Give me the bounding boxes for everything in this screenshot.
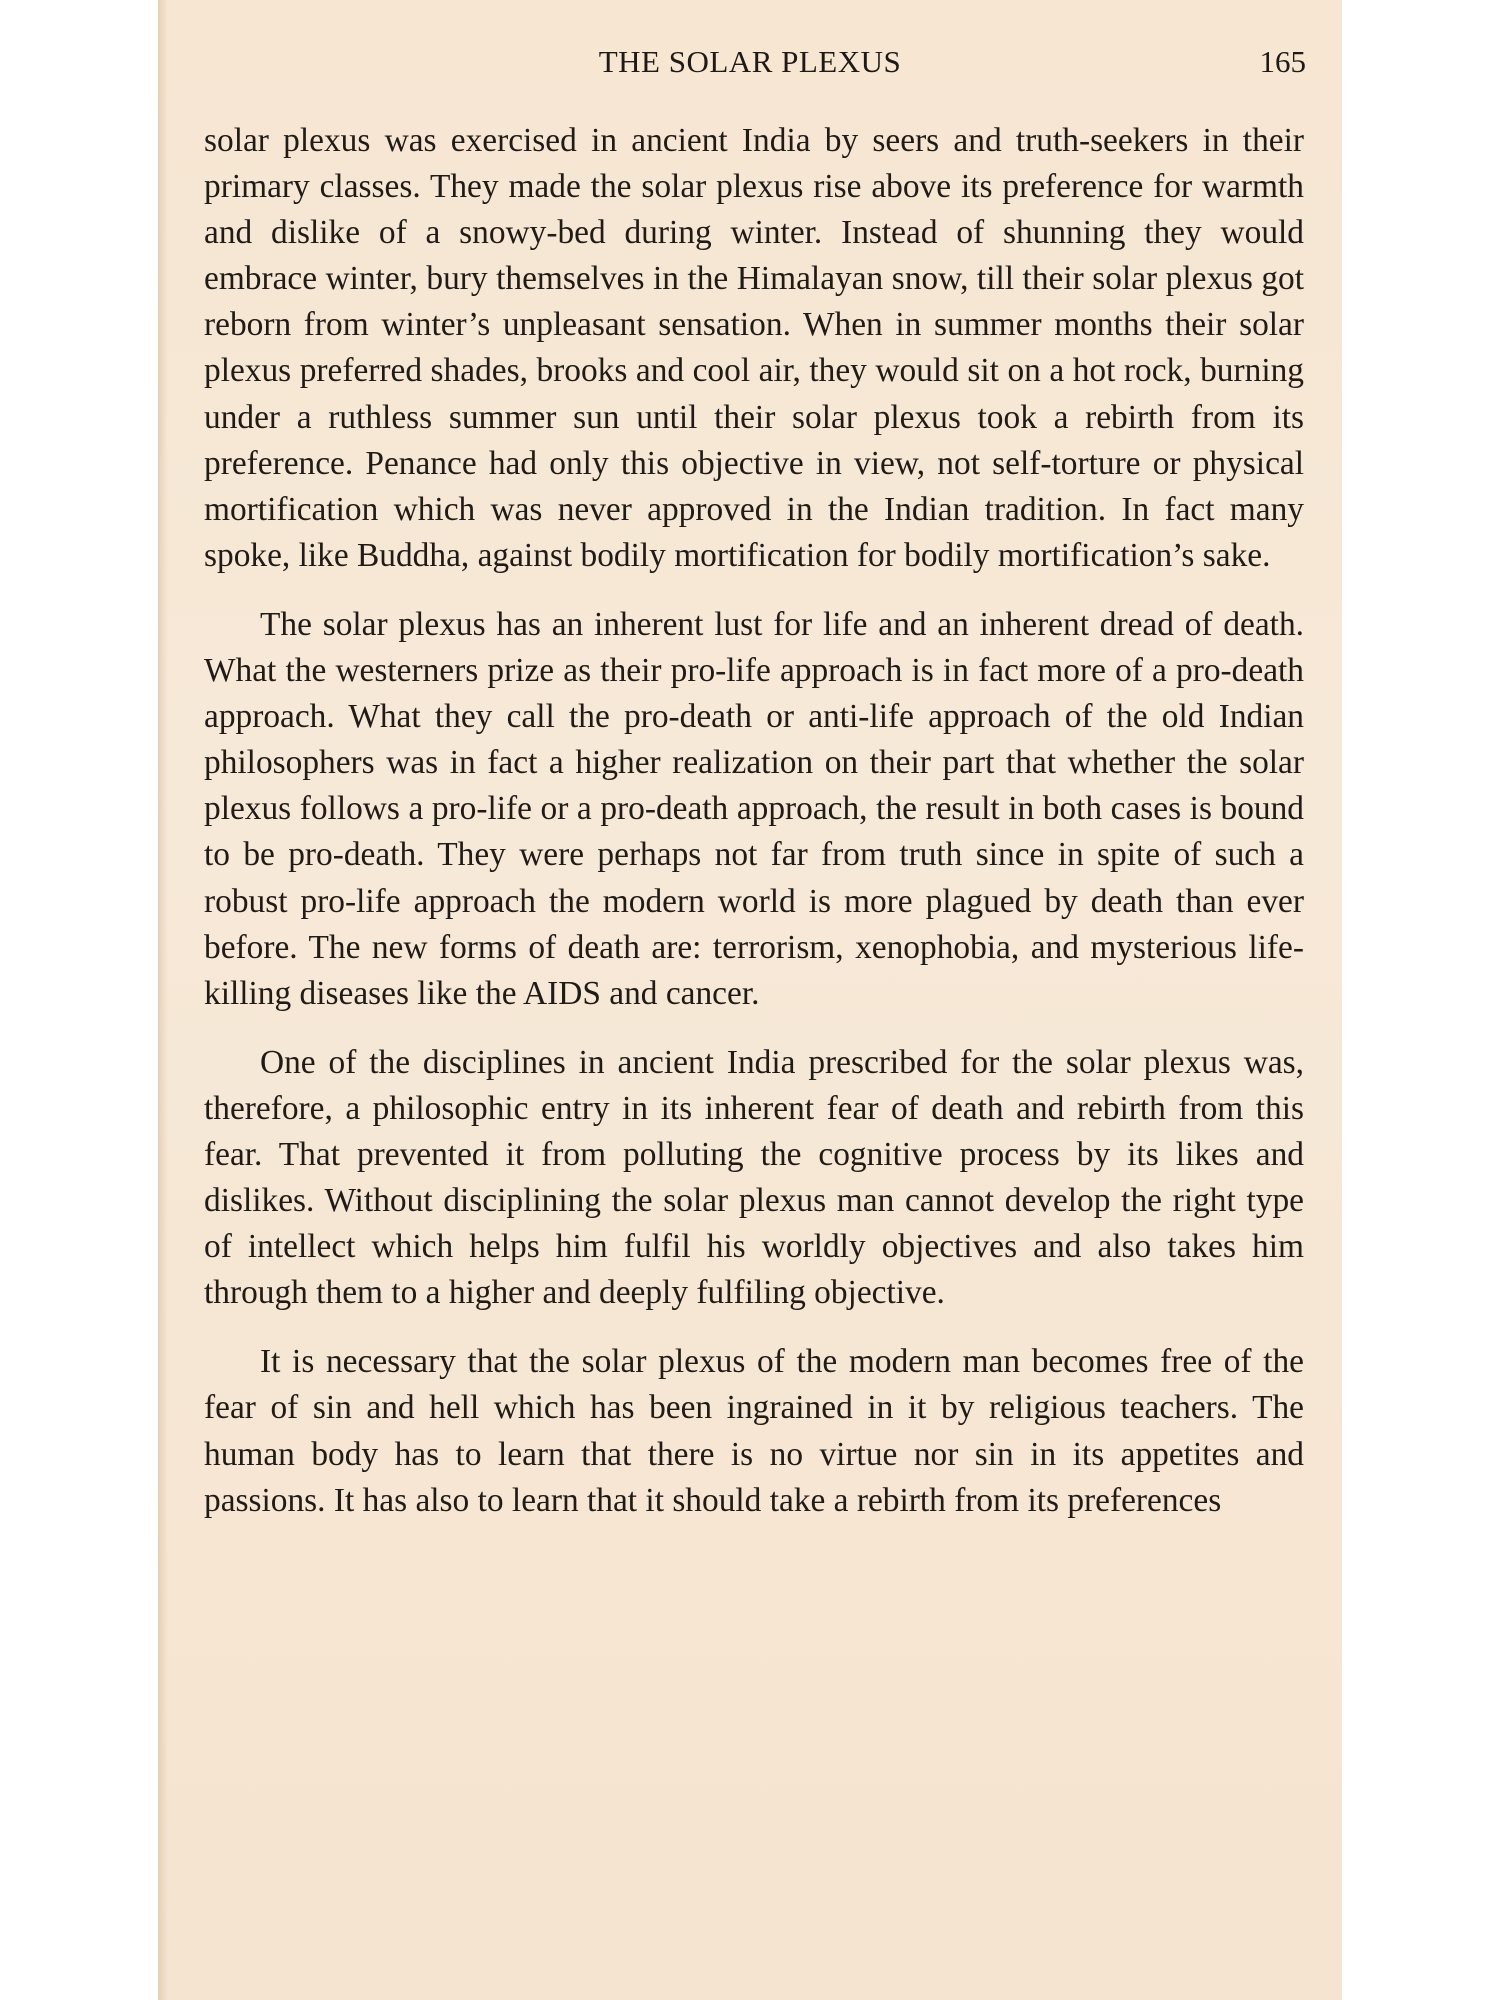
paragraph: solar plexus was exercised in ancient India by seers and truth-seekers in their primary classes. They made the solar plexus rise above its preference for warmth and dislike of a snowy-bed during winter. Instead of shunning they would embrace winter, bury themselves in the Himalayan snow, till their solar plexus got reborn from winter’s unpleasant sensation. When in summer months their solar plexus preferred shades, brooks and cool air, they would sit on a hot rock, burning under a ruthless summer sun until their solar plexus took a rebirth from its preference. Penance had only this objective in view, not self-torture or physical mortification which was never approved in the Indian tradition. In fact many spoke, like Buddha, against bodily mortification for bodily mortification’s sake. [204,122,1304,574]
paragraph: One of the disciplines in ancient India prescribed for the solar plexus was, therefore, a philosophic entry in its inherent fear of death and rebirth from this fear. That prevented it from polluting the cognitive process by its likes and dislikes. Without disciplining the solar plexus man cannot develop the right type of intellect which helps him fulfil his worldly objectives and also takes him through them to a higher and deeply fulfiling objective. [204,1043,1304,1312]
paragraph: The solar plexus has an inherent lust for life and an inherent dread of death. What the westerners prize as their pro-life approach is in fact more of a pro-death approach. What they call the pro-death or anti-life approach of the old Indian philosophers was in fact a higher realization on their part that whether the solar plexus follows a pro-life or a pro-death approach, the result in both cases is bound to be pro-death. They were perhaps not far from truth since in spite of such a robust pro-life approach the modern world is more plagued by death than ever before. The new forms of death are: terrorism, xenophobia, and mysterious life-killing diseases like the AIDS and cancer. [204,605,1304,1012]
body-text [204,118,1304,1547]
page-header [158,44,1342,94]
running-head: THE SOLAR PLEXUS [598,44,902,79]
page-gutter-shadow [158,0,168,2000]
page-number: 165 [1259,44,1306,79]
book-page [158,0,1342,2000]
paragraph: It is necessary that the solar plexus of the modern man becomes free of the fear of sin and hell which has been ingrained in it by religious teachers. The human body has to learn that there is no virtue nor sin in its appetites and passions. It has also to learn that it should take a rebirth from its preferences [204,1343,1304,1519]
